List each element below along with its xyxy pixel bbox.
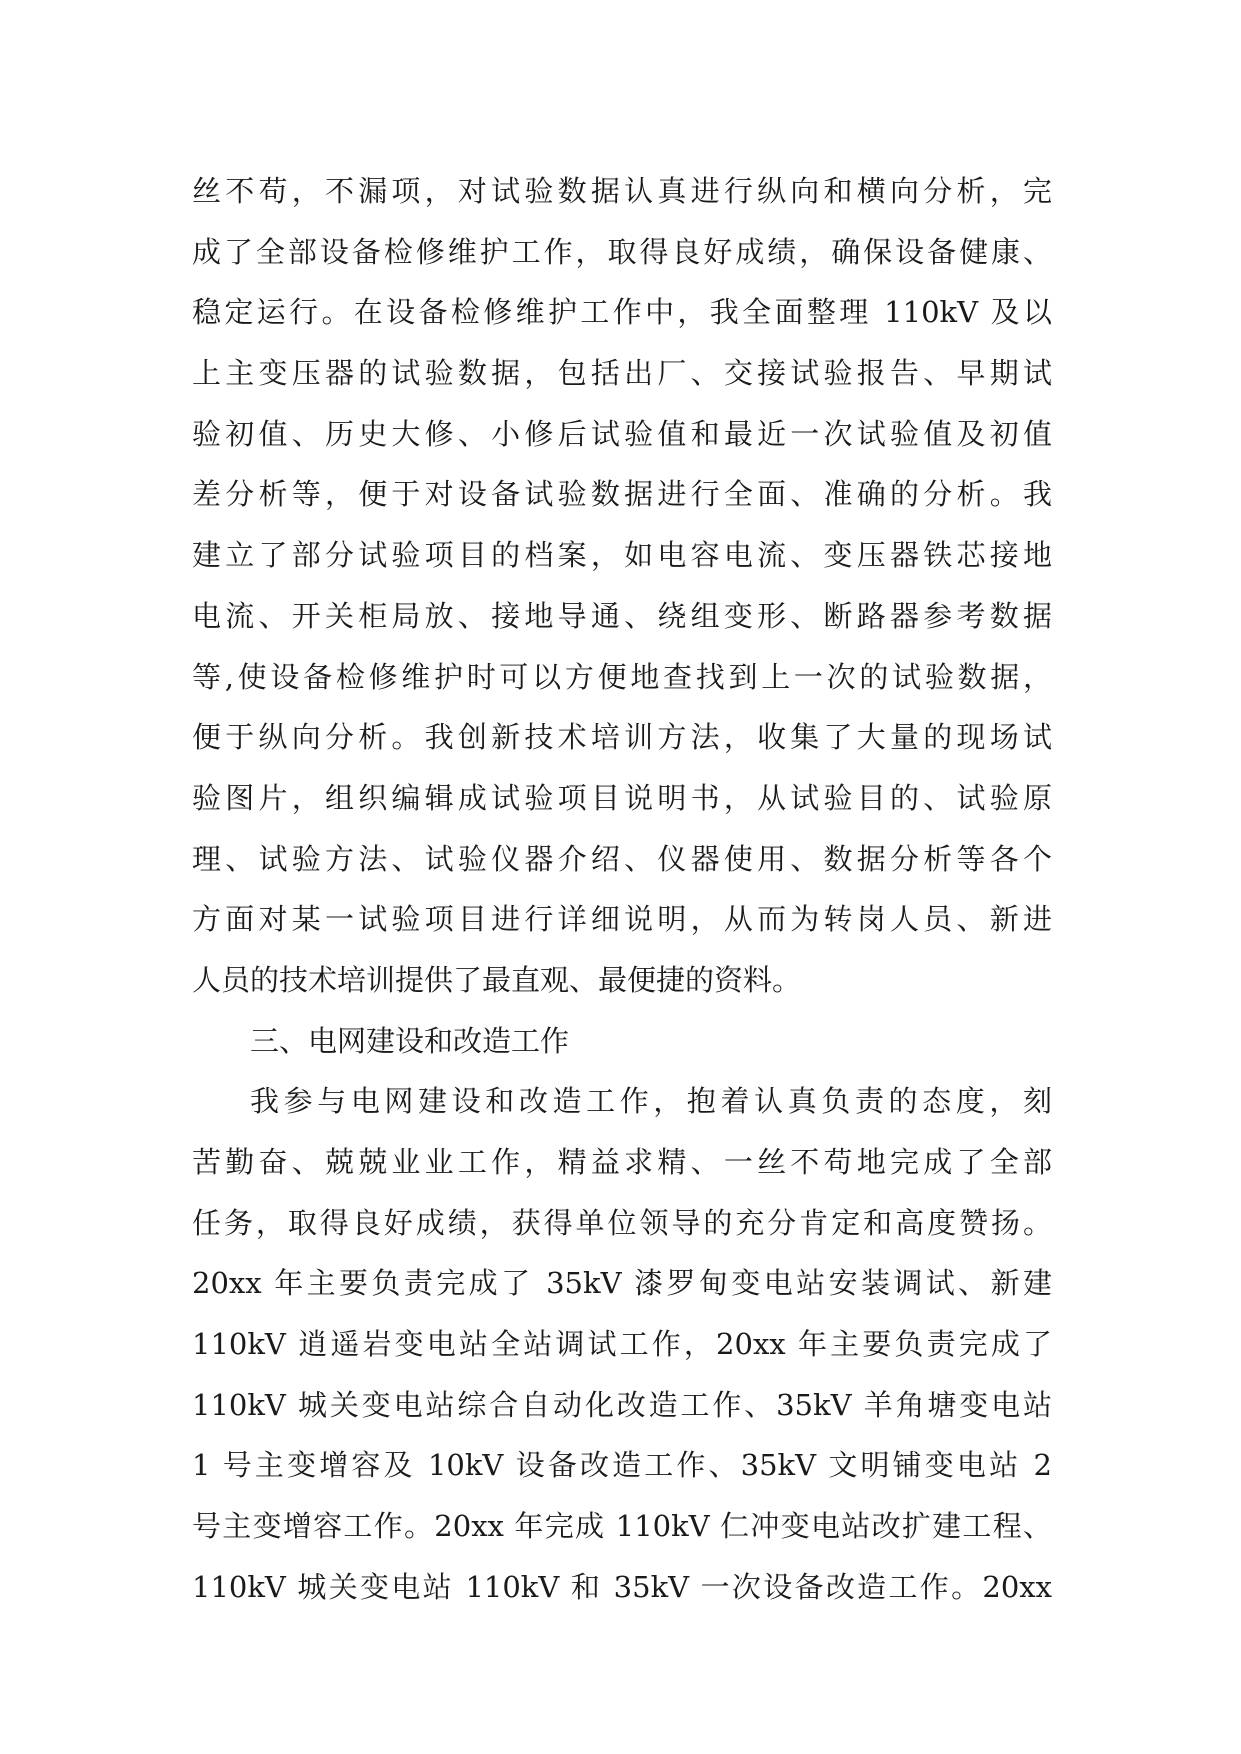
body-text: [192, 161, 1052, 1618]
text-line: 等,使设备检修维护时可以方便地查找到上一次的试验数据，: [192, 659, 1052, 694]
text-line: 上主变压器的试验数据，包括出厂、交接试验报告、早期试: [192, 356, 1052, 391]
text-line: 便于纵向分析。我创新技术培训方法，收集了大量的现场试: [192, 720, 1052, 755]
text-line: 验图片，组织编辑成试验项目说明书，从试验目的、试验原: [192, 780, 1052, 815]
text-line: 验初值、历史大修、小修后试验值和最近一次试验值及初值: [192, 416, 1052, 451]
text-line: 号主变增容工作。20xx 年完成 110kV 仁冲变电站改扩建工程、: [192, 1509, 1052, 1544]
text-line: 1 号主变增容及 10kV 设备改造工作、35kV 文明铺变电站 2: [192, 1448, 1052, 1483]
text-line: 稳定运行。在设备检修维护工作中，我全面整理 110kV 及以: [192, 295, 1052, 330]
text-line: 建立了部分试验项目的档案，如电容电流、变压器铁芯接地: [192, 538, 1052, 573]
text-line: 110kV 城关变电站综合自动化改造工作、35kV 羊角塘变电站: [192, 1387, 1052, 1422]
text-line: 理、试验方法、试验仪器介绍、仪器使用、数据分析等各个: [192, 841, 1052, 876]
text-line: 差分析等，便于对设备试验数据进行全面、准确的分析。我: [192, 477, 1052, 512]
section-heading: 三、电网建设和改造工作: [250, 1023, 570, 1058]
text-line: 丝不苟，不漏项，对试验数据认真进行纵向和横向分析，完: [192, 174, 1052, 208]
text-line: 20xx 年主要负责完成了 35kV 漆罗甸变电站安装调试、新建: [192, 1266, 1052, 1301]
text-line: 110kV 城关变电站 110kV 和 35kV 一次设备改造工作。20xx: [192, 1569, 1052, 1604]
text-line: 人员的技术培训提供了最直观、最便捷的资料。: [192, 962, 802, 997]
text-line: 110kV 逍遥岩变电站全站调试工作，20xx 年主要负责完成了: [192, 1327, 1052, 1362]
text-line: 我参与电网建设和改造工作，抱着认真负责的态度，刻: [250, 1084, 1052, 1119]
text-line: 任务，取得良好成绩，获得单位领导的充分肯定和高度赞扬。: [192, 1205, 1052, 1240]
text-line: 成了全部设备检修维护工作，取得良好成绩，确保设备健康、: [192, 234, 1052, 269]
text-line: 苦勤奋、兢兢业业工作，精益求精、一丝不苟地完成了全部: [192, 1145, 1052, 1179]
text-line: 电流、开关柜局放、接地导通、绕组变形、断路器参考数据: [192, 598, 1052, 633]
text-line: 方面对某一试验项目进行详细说明，从而为转岗人员、新进: [192, 902, 1052, 937]
